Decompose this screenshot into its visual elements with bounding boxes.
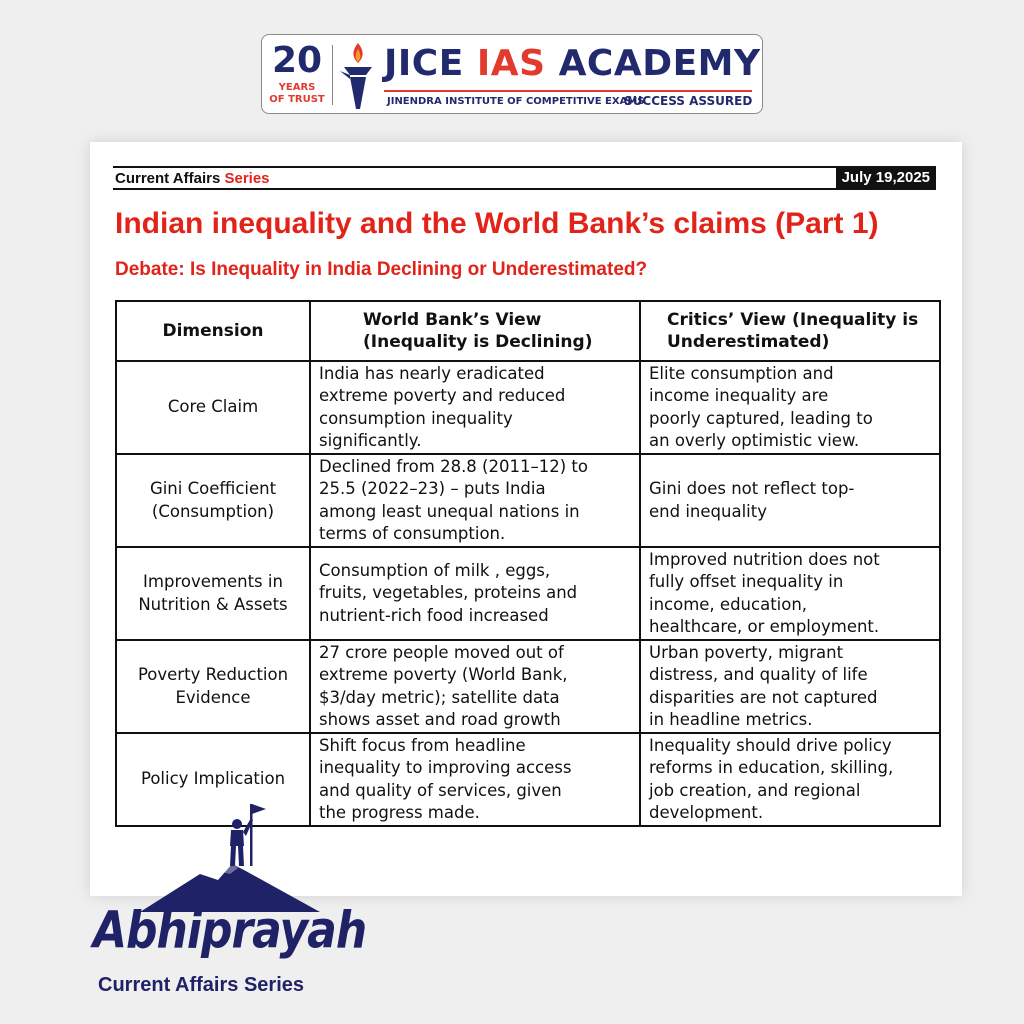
cell-line: extreme poverty (World Bank, bbox=[319, 665, 568, 684]
cell-line: an overly optimistic view. bbox=[649, 431, 860, 450]
cell-dimension bbox=[116, 640, 310, 733]
cell-line: Nutrition & Assets bbox=[138, 594, 288, 614]
cell-line: income, education, bbox=[649, 594, 808, 614]
brand-logo bbox=[261, 34, 763, 114]
cell-critics bbox=[640, 454, 940, 547]
mountain-climber-icon bbox=[140, 800, 320, 912]
date-badge: July 19,2025 bbox=[836, 166, 936, 190]
cell-line: Gini does not reflect top- bbox=[649, 479, 855, 498]
cell-line: Declined from 28.8 (2011–12) to bbox=[319, 456, 588, 476]
cell-line: Consumption of milk , eggs, bbox=[319, 560, 551, 580]
cell-critics bbox=[640, 547, 940, 640]
cell-line: among least unequal nations in bbox=[319, 501, 580, 521]
table-header-row bbox=[116, 301, 940, 361]
abhiprayah-wordmark: Abhiprayah bbox=[93, 901, 367, 961]
abhiprayah-subtitle: Current Affairs Series bbox=[98, 974, 304, 996]
cell-world-bank bbox=[310, 640, 640, 733]
cell-line: significantly. bbox=[319, 431, 422, 450]
table-row bbox=[116, 454, 940, 547]
cell-critics bbox=[640, 640, 940, 733]
table-row bbox=[116, 640, 940, 733]
content-card bbox=[90, 142, 962, 896]
cell-line: fully offset inequality in bbox=[649, 572, 844, 591]
series-label: Current Affairs Series bbox=[115, 170, 270, 187]
cell-line: terms of consumption. bbox=[319, 524, 506, 543]
years-label: YEARS bbox=[278, 82, 316, 93]
cell-dimension bbox=[116, 361, 310, 454]
cell-line: development. bbox=[649, 803, 764, 822]
cell-line: $3/day metric); satellite data bbox=[319, 687, 560, 707]
cell-line: 27 crore people moved out of bbox=[319, 642, 564, 662]
cell-line: Evidence bbox=[175, 687, 251, 707]
cell-line: the progress made. bbox=[319, 803, 480, 822]
table-row bbox=[116, 547, 940, 640]
header-critics: Critics’ View (Inequality is Underestimated) bbox=[640, 301, 940, 361]
cell-world-bank bbox=[310, 733, 640, 826]
years-number: 20 bbox=[272, 40, 323, 81]
cell-world-bank bbox=[310, 454, 640, 547]
cell-line: Policy Implication bbox=[140, 769, 286, 789]
comparison-table bbox=[115, 300, 941, 827]
cell-line: fruits, vegetables, proteins and bbox=[319, 583, 578, 603]
cell-critics bbox=[640, 733, 940, 826]
cell-line: Improvements in bbox=[143, 572, 283, 591]
cell-line: and quality of services, given bbox=[319, 780, 562, 800]
cell-line: in headline metrics. bbox=[649, 710, 813, 729]
cell-line: Urban poverty, migrant bbox=[649, 642, 844, 662]
series-header-bar bbox=[113, 166, 936, 190]
cell-line: Elite consumption and bbox=[649, 363, 834, 383]
trust-label: OF TRUST bbox=[269, 94, 325, 105]
logo-divider bbox=[332, 45, 333, 105]
cell-line: (Consumption) bbox=[151, 501, 275, 521]
cell-line: healthcare, or employment. bbox=[649, 617, 880, 636]
cell-line: consumption inequality bbox=[319, 408, 513, 428]
page-title: Indian inequality and the World Bank’s claims (Part 1) bbox=[115, 207, 879, 240]
cell-line: Shift focus from headline bbox=[319, 735, 526, 755]
cell-line: extreme poverty and reduced bbox=[319, 386, 566, 405]
brand-underline bbox=[384, 90, 752, 92]
torch-icon bbox=[336, 39, 380, 111]
cell-dimension bbox=[116, 454, 310, 547]
cell-critics bbox=[640, 361, 940, 454]
cell-line: India has nearly eradicated bbox=[319, 363, 545, 383]
table-row bbox=[116, 361, 940, 454]
cell-line: nutrient-rich food increased bbox=[319, 605, 549, 625]
page-subtitle: Debate: Is Inequality in India Declining or Underestimated? bbox=[115, 259, 648, 280]
cell-line: income inequality are bbox=[649, 386, 829, 405]
cell-line: Core Claim bbox=[167, 397, 259, 417]
cell-world-bank bbox=[310, 361, 640, 454]
cell-line: 25.5 (2022–23) – puts India bbox=[319, 479, 546, 498]
cell-line: reforms in education, skilling, bbox=[649, 758, 894, 777]
cell-line: end inequality bbox=[649, 501, 767, 521]
header-world-bank: World Bank’s View (Inequality is Declining) bbox=[310, 301, 640, 361]
cell-line: Poverty Reduction bbox=[137, 665, 289, 684]
cell-line: Inequality should drive policy bbox=[649, 735, 892, 755]
cell-world-bank bbox=[310, 547, 640, 640]
cell-line: Improved nutrition does not bbox=[649, 549, 880, 569]
cell-dimension bbox=[116, 547, 310, 640]
brand-name: JICE IAS ACADEMY bbox=[384, 43, 761, 84]
institute-name: JINENDRA INSTITUTE OF COMPETITIVE EXAMS bbox=[387, 96, 645, 107]
cell-line: inequality to improving access bbox=[319, 758, 572, 777]
cell-line: poorly captured, leading to bbox=[649, 408, 873, 428]
brand-tagline: SUCCESS ASSURED bbox=[624, 94, 753, 108]
cell-line: disparities are not captured bbox=[649, 687, 878, 707]
cell-line: shows asset and road growth bbox=[319, 710, 561, 729]
header-dimension: Dimension bbox=[116, 301, 310, 361]
cell-line: Gini Coefficient bbox=[149, 479, 277, 498]
cell-line: distress, and quality of life bbox=[649, 665, 868, 684]
cell-line: job creation, and regional bbox=[649, 780, 861, 800]
